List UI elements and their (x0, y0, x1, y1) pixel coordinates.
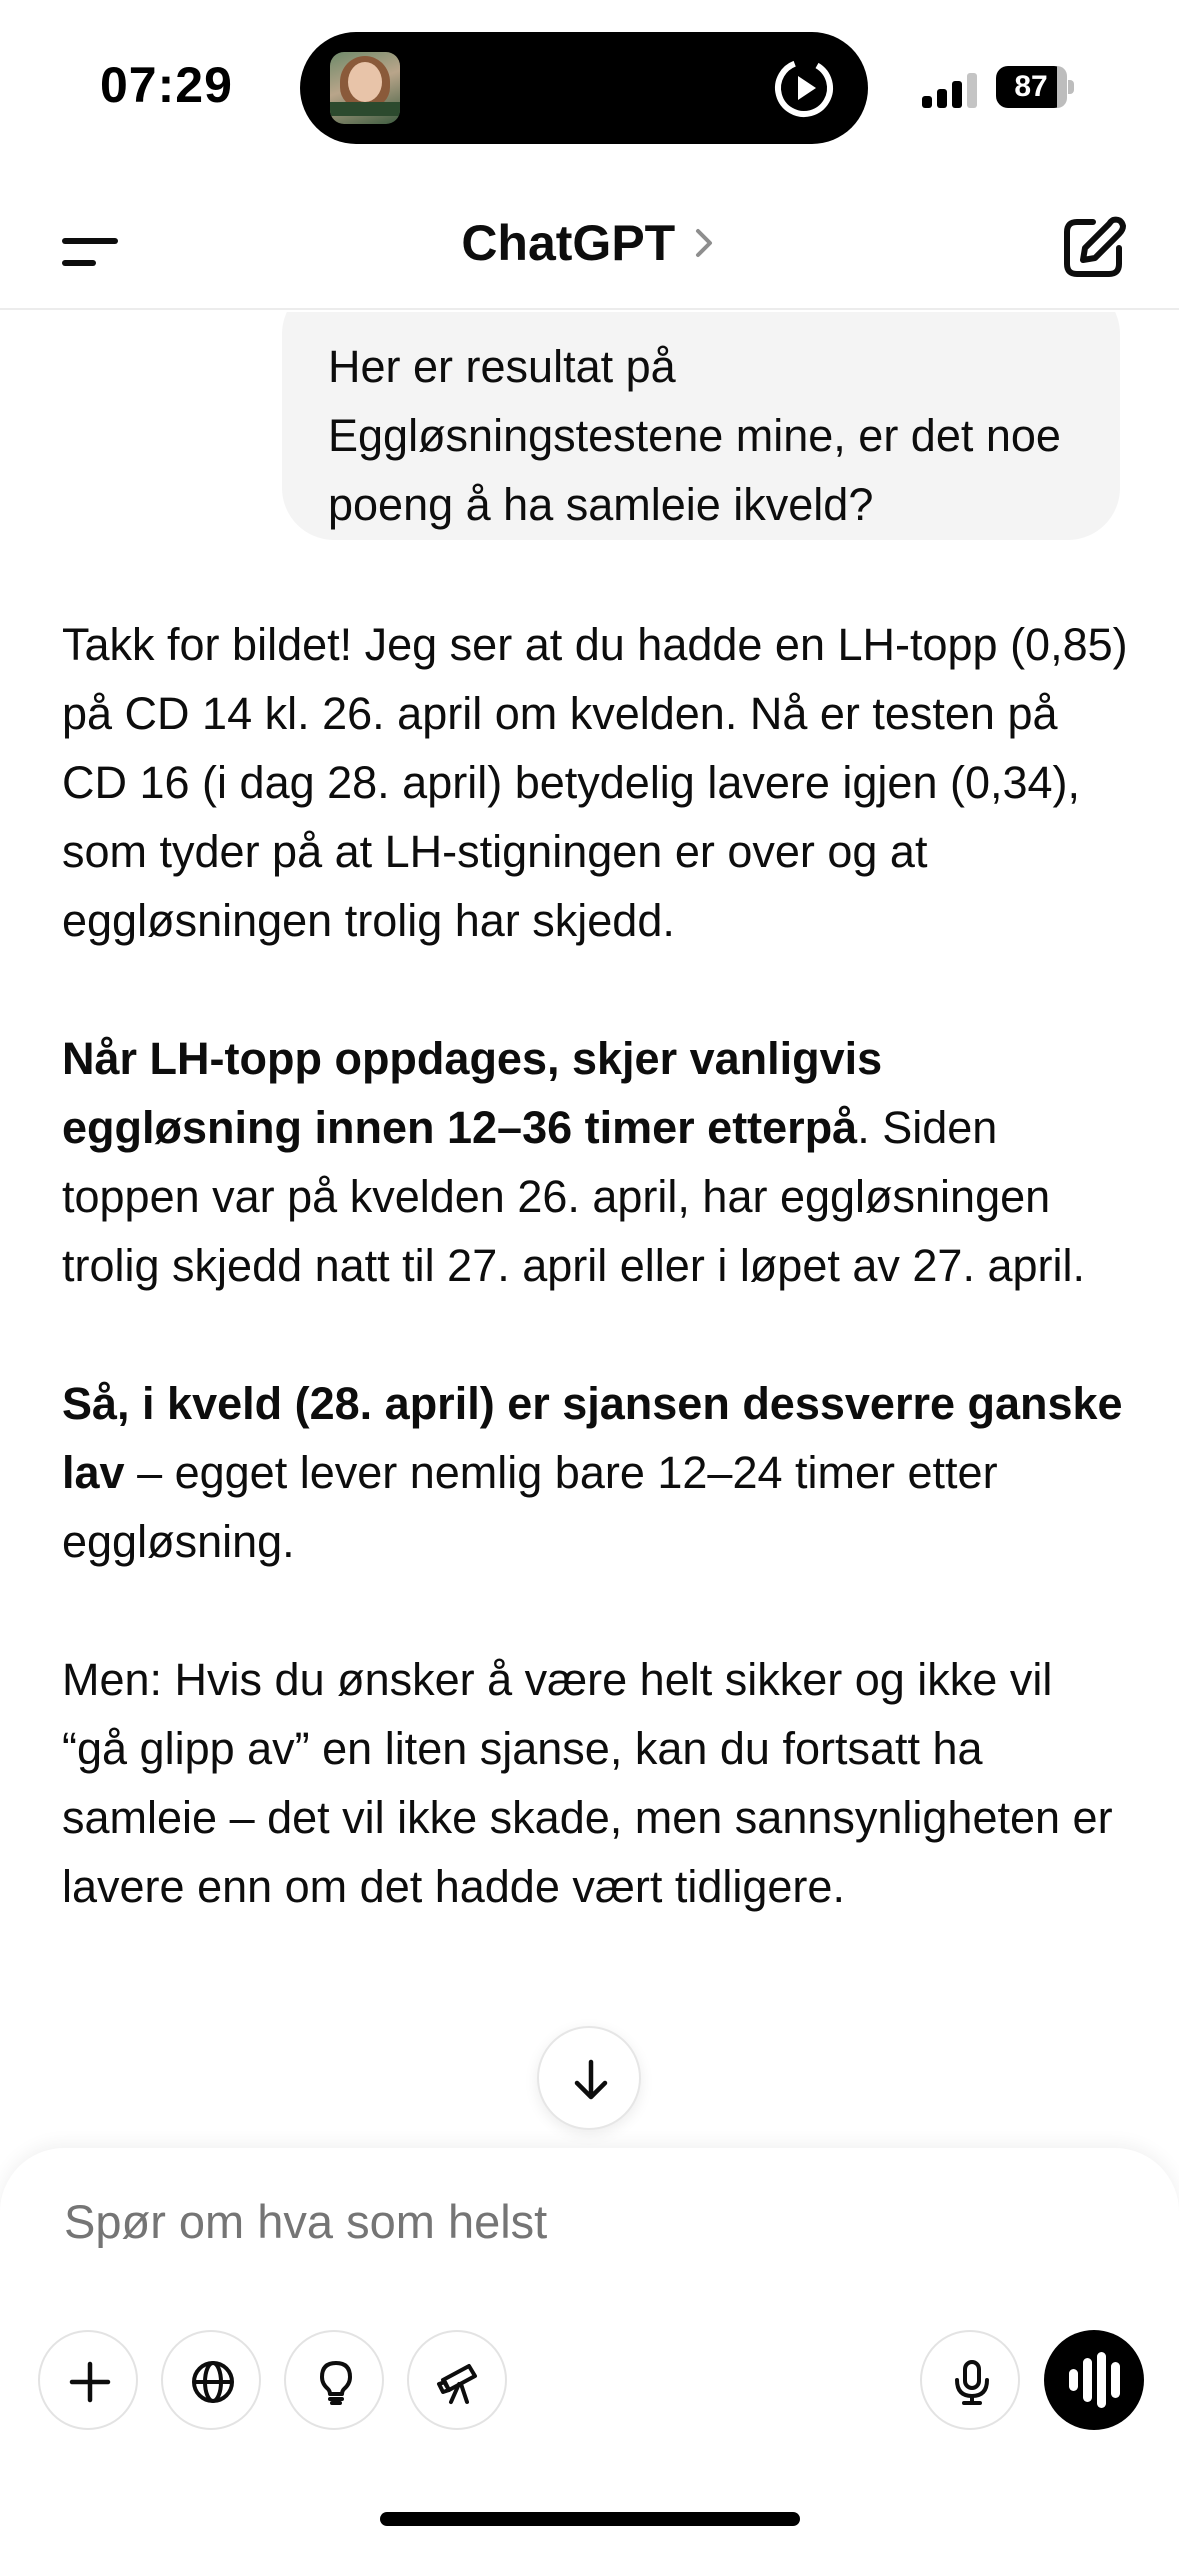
home-indicator (380, 2512, 800, 2526)
plus-icon (66, 2358, 114, 2406)
assistant-paragraph-1: Takk for bildet! Jeg ser at du hadde en LH-topp (0,85) på CD 14 kl. 26. april om kvelden. Nå er testen på CD 16 (i dag 28. april) betydelig lavere igjen (0,34), som tyder på at LH-stigningen er over og at eggløsningen trolig har skjedd. (62, 619, 1128, 946)
deep-research-button[interactable] (407, 2330, 507, 2430)
header-title: ChatGPT (461, 215, 676, 271)
dynamic-island[interactable] (300, 32, 868, 144)
message-input[interactable] (64, 2194, 1114, 2249)
battery-level: 87 (996, 66, 1066, 108)
status-bar (0, 0, 1179, 170)
chevron-right-icon (690, 223, 718, 263)
voice-mode-button[interactable] (1044, 2330, 1144, 2430)
telescope-icon (435, 2358, 483, 2406)
scroll-to-bottom-button[interactable] (537, 2026, 641, 2130)
add-attachment-button[interactable] (38, 2330, 138, 2430)
status-time: 07:29 (100, 57, 233, 113)
arrow-down-icon (567, 2056, 615, 2104)
dictation-button[interactable] (920, 2330, 1020, 2430)
globe-icon (189, 2358, 237, 2406)
user-message: Her er resultat på Eggløsningstestene mine, er det noe poeng å ha samleie ikveld? (282, 312, 1120, 540)
assistant-paragraph-3: Så, i kveld (28. april) er sjansen dessverre ganske lav – egget lever nemlig bare 12–24 timer etter eggløsning. (62, 1378, 1123, 1567)
cellular-signal-icon (922, 72, 982, 108)
new-chat-edit-icon[interactable] (1059, 212, 1129, 282)
screen-record-play-icon (772, 56, 836, 120)
web-search-button[interactable] (161, 2330, 261, 2430)
assistant-paragraph-4: Men: Hvis du ønsker å være helt sikker og ikke vil “gå glipp av” en liten sjanse, kan du fortsatt ha samleie – det vil ikke skade, men sannsynligheten er lavere enn om det hadde vært tidligere. (62, 1654, 1113, 1912)
conversation (0, 312, 1179, 2142)
reason-button[interactable] (284, 2330, 384, 2430)
profile-thumbnail (330, 52, 400, 124)
battery-icon (996, 66, 1074, 108)
assistant-paragraph-2: Når LH-topp oppdages, skjer vanligvis eggløsning innen 12–36 timer etterpå. Siden toppen var på kvelden 26. april, har eggløsningen trolig skjedd natt til 27. april eller i løpet av 27. april. (62, 1033, 1085, 1291)
app-header (0, 190, 1179, 310)
assistant-message (62, 610, 1128, 1990)
composer (0, 2148, 1179, 2556)
lightbulb-icon (312, 2358, 360, 2406)
model-selector[interactable] (0, 214, 1179, 272)
microphone-icon (948, 2358, 996, 2406)
